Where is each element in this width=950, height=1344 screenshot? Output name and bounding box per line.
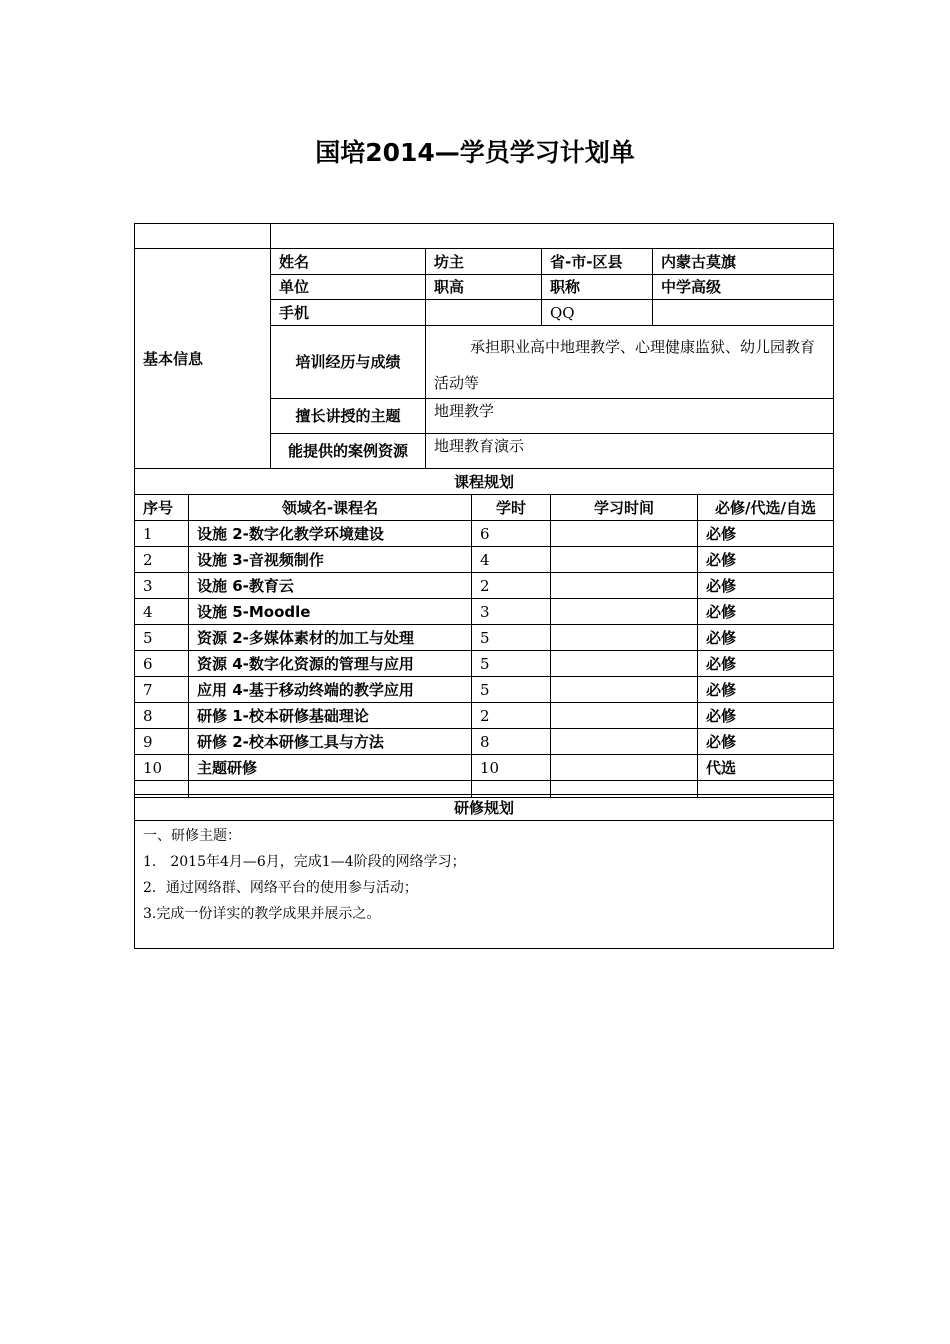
course-name: 应用 4-基于移动终端的教学应用 <box>188 676 472 703</box>
course-time <box>550 546 698 573</box>
research-plan-heading: 研修规划 <box>134 794 834 821</box>
course-name: 设施 5-Moodle <box>188 598 472 625</box>
course-hours: 10 <box>471 754 551 781</box>
unit-value: 职高 <box>425 274 542 300</box>
phone-label: 手机 <box>270 299 426 326</box>
research-line: 一、研修主题： <box>143 828 241 844</box>
course-no: 10 <box>134 754 189 781</box>
course-time <box>550 702 698 729</box>
course-hours: 6 <box>471 520 551 547</box>
page-title: 国培2014—学员学习计划单 <box>315 138 635 167</box>
col-header-name: 领域名-课程名 <box>188 494 472 521</box>
course-no: 2 <box>134 546 189 573</box>
course-plan-heading: 课程规划 <box>134 468 834 495</box>
course-type: 必修 <box>697 572 834 599</box>
job-title-value: 中学高级 <box>652 274 834 300</box>
name-value: 坊主 <box>425 248 542 275</box>
course-name: 主题研修 <box>188 754 472 781</box>
course-time <box>550 598 698 625</box>
course-hours: 5 <box>471 676 551 703</box>
unit-label: 单位 <box>270 274 426 300</box>
course-name: 资源 4-数字化资源的管理与应用 <box>188 650 472 677</box>
course-no: 3 <box>134 572 189 599</box>
course-no: 9 <box>134 728 189 755</box>
training-value: 承担职业高中地理教学、心理健康监狱、幼儿园教育活动等 <box>425 325 834 399</box>
course-name: 设施 2-数字化教学环境建设 <box>188 520 472 547</box>
training-label: 培训经历与成绩 <box>270 325 426 399</box>
course-type: 必修 <box>697 624 834 651</box>
col-header-time: 学习时间 <box>550 494 698 521</box>
topic-value: 地理教学 <box>425 398 834 434</box>
course-type: 必修 <box>697 650 834 677</box>
col-header-no: 序号 <box>134 494 189 521</box>
header-empty-right <box>270 223 834 249</box>
course-type: 必修 <box>697 520 834 547</box>
course-no: 1 <box>134 520 189 547</box>
job-title-label: 职称 <box>541 274 653 300</box>
course-hours: 4 <box>471 546 551 573</box>
course-hours: 2 <box>471 572 551 599</box>
course-name: 设施 3-音视频制作 <box>188 546 472 573</box>
course-time <box>550 650 698 677</box>
course-hours: 5 <box>471 650 551 677</box>
course-type: 必修 <box>697 728 834 755</box>
col-header-type: 必修/代选/自选 <box>697 494 834 521</box>
research-line: 1. 2015年4月—6月，完成1—4阶段的网络学习； <box>143 854 466 870</box>
course-type: 代选 <box>697 754 834 781</box>
name-label: 姓名 <box>270 248 426 275</box>
case-value: 地理教育演示 <box>425 433 834 469</box>
course-time <box>550 728 698 755</box>
course-name: 研修 1-校本研修基础理论 <box>188 702 472 729</box>
region-label: 省-市-区县 <box>541 248 653 275</box>
qq-label: QQ <box>541 299 653 326</box>
course-hours: 5 <box>471 624 551 651</box>
course-type: 必修 <box>697 598 834 625</box>
course-time <box>550 624 698 651</box>
research-line: 2．通过网络群、网络平台的使用参与活动； <box>143 880 418 896</box>
phone-value <box>425 299 542 326</box>
research-line: 3.完成一份详实的教学成果并展示之。 <box>143 906 381 922</box>
study-plan-table <box>135 224 834 950</box>
course-no: 7 <box>134 676 189 703</box>
course-no: 6 <box>134 650 189 677</box>
col-header-hours: 学时 <box>471 494 551 521</box>
course-no: 4 <box>134 598 189 625</box>
course-no: 5 <box>134 624 189 651</box>
course-no: 8 <box>134 702 189 729</box>
basic-info-label: 基本信息 <box>134 248 271 469</box>
course-type: 必修 <box>697 702 834 729</box>
course-type: 必修 <box>697 676 834 703</box>
research-plan-content <box>134 820 834 949</box>
course-hours: 3 <box>471 598 551 625</box>
course-name: 研修 2-校本研修工具与方法 <box>188 728 472 755</box>
case-label: 能提供的案例资源 <box>270 433 426 469</box>
course-time <box>550 754 698 781</box>
course-time <box>550 676 698 703</box>
course-time <box>550 572 698 599</box>
header-empty-left <box>134 223 271 249</box>
topic-label: 擅长讲授的主题 <box>270 398 426 434</box>
qq-value <box>652 299 834 326</box>
course-hours: 2 <box>471 702 551 729</box>
course-hours: 8 <box>471 728 551 755</box>
course-type: 必修 <box>697 546 834 573</box>
region-value: 内蒙古莫旗 <box>652 248 834 275</box>
course-name: 资源 2-多媒体素材的加工与处理 <box>188 624 472 651</box>
course-name: 设施 6-教育云 <box>188 572 472 599</box>
course-time <box>550 520 698 547</box>
